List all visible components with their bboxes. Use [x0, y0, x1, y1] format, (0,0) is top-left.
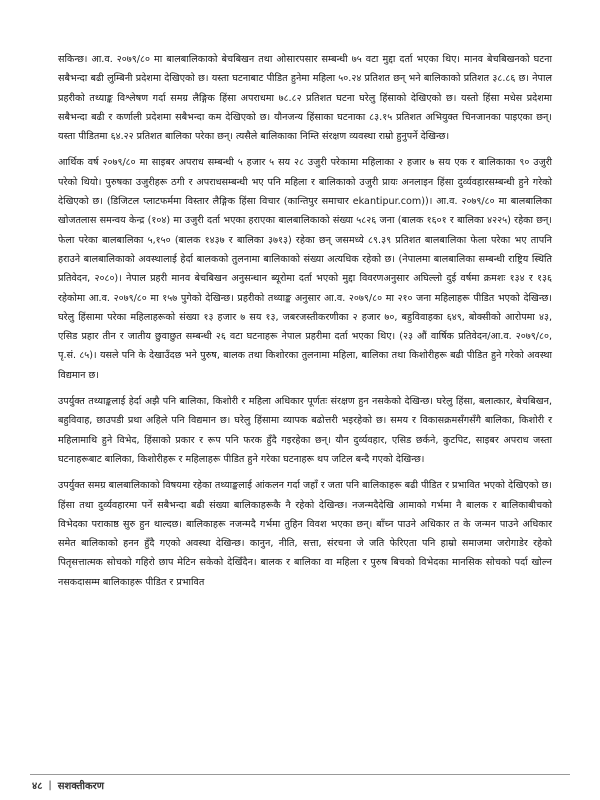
- footer-divider: [30, 774, 570, 775]
- paragraph-girls-discrimination: उपर्युक्त समग्र बालबालिकाको विषयमा रहेका तथ्याङ्कलाई आंकलन गर्दा जहाँ र जता पनि बालिकाहरू बढी पीडित र प्रभावित भएको देखिएको छ। हिंसा तथा दुर्व्यवहारमा पर्ने सबैभन्दा बढी संख्या बालिकाहरूकै नै रहेको देखिन्छ। नजन्मदैदेखि आमाको गर्भमा नै बालक र बालिकाबीचको विभेदका पराकाष्ठ सुरु हुन थाल्दछ। बालिकाहरू नजन्मदै गर्भमा तुहिन विवश भएका छन्। बाँच्न पाउने अधिकार त के जन्मन पाउने अधिकार समेत बालिकाको हनन हुँदै गएको अवस्था देखिन्छ। कानुन, नीति, सत्ता, संरचना जे जति फेरिएता पनि हाम्रो समाजमा जरोगाडेर रहेको पितृसत्तात्मक सोचको गहिरो छाप मेटिन सकेको देखिँदैन। बालक र बालिका वा महिला र पुरुष बिचको विभेदका मानसिक सोचको पर्दा खोल्न नसकदासम्म बालिकाहरू पीडित र प्रभावित: [58, 480, 553, 588]
- page-number: ४८: [32, 781, 43, 792]
- page-footer: [32, 777, 104, 793]
- page-body: [58, 50, 552, 599]
- paragraph-cyber-crime-statistics: आर्थिक वर्ष २०७९/८० मा साइबर अपराध सम्बन्धी ५ हजार ५ सय २८ उजुरी परेकामा महिलाका २ हजार ७ सय एक र बालिकाका ९० उजुरी परेको थियो। पुरुषका उजुरीहरू ठगी र अपराधसम्बन्धी भए पनि महिला र बालिकाको उजुरी प्रायः अनलाइन हिंसा दुर्व्यवहारसम्बन्धी हुने गरेको देखिएको छ। (डिजिटल प्लाटफर्ममा विस्तार लैङ्गिक हिंसा विचार (कान्तिपुर समाचार ekantipur.com))। आ.व. २०७९/८० मा बालबालिका खोजतलास समन्वय केन्द्र (१०४) मा उजुरी दर्ता भएका हराएका बालबालिकाको संख्या ५८२६ जना (बालक १६०१ र बालिका ४२२५) रहेका छन्। फेला परेका बालबालिका ५,१५० (बालक १४३७ र बालिका ३७१३) रहेका छन् जसमध्ये ८९.३९ प्रतिशत बालबालिका फेला परेका भए तापनि हराउने बालबालिकाको अवस्थालाई हेर्दा बालकको तुलनामा बालिकाको संख्या अत्यधिक रहेको छ। (नेपालमा बालबालिका सम्बन्धी राष्ट्रिय स्थिति प्रतिवेदन, २०८०)। नेपाल प्रहरी मानव बेचबिखन अनुसन्धान ब्यूरोमा दर्ता भएको मुद्दा विवरणअनुसार अघिल्लो दुई वर्षमा क्रमशः १३४ र १३६ रहेकोमा आ.व. २०७९/८० मा १५७ पुगेको देखिन्छ। प्रहरीको तथ्याङ्क अनुसार आ.व. २०७९/८० मा २१० जना महिलाहरू पीडित भएको देखिन्छ। घरेलु हिंसामा परेका महिलाहरूको संख्या १३ हजार ७ सय १३, जबरजस्तीकरणीका २ हजार ७०, बहुविवाहका ६४९, बोक्सीको आरोपमा ४३, एसिड प्रहार तीन र जातीय छुवाछुत सम्बन्धी २६ वटा घटनाहरू नेपाल प्रहरीमा दर्ता भएका थिए। (२३ औं वार्षिक प्रतिवेदन/आ.व. २०७९/८०, पृ.सं. ८५)। यसले पनि के देखाउँदछ भने पुरुष, बालक तथा किशोरका तुलनामा महिला, बालिका तथा किशोरीहरू बढी पीडित हुने गरेको अवस्था विद्यमान छ।: [58, 157, 552, 381]
- paragraph-rights-protection: उपर्युक्त तथ्याङ्कलाई हेर्दा अझै पनि बालिका, किशोरी र महिला अधिकार पूर्णतः संरक्षण हुन नसकेको देखिन्छ। घरेलु हिंसा, बलात्कार, बेचबिखन, बहुविवाह, छाउपडी प्रथा अहिले पनि विद्यमान छ। घरेलु हिंसामा व्यापक बढोत्तरी भइरहेको छ। समय र विकासक्रमसँगसँगै बालिका, किशोरी र महिलामाथि हुने विभेद, हिंसाको प्रकार र रूप पनि फरक हुँदै गइरहेका छन्। यौन दुर्व्यवहार, एसिड छर्कने, कुटपिट, साइबर अपराध जस्ता घटनाहरूबाट बालिका, किशोरीहरू र महिलाहरू पीडित हुने गरेका घटनाहरू थप जटिल बन्दै गएको देखिन्छ।: [58, 396, 552, 465]
- paragraph-child-trafficking: सकिन्छ। आ.व. २०७९/८० मा बालबालिकाको बेचबिखन तथा ओसारपसार सम्बन्धी ७५ वटा मुद्दा दर्ता भएका थिए। मानव बेचबिखनको घटना सबैभन्दा बढी लुम्बिनी प्रदेशमा देखिएको छ। यस्ता घटनाबाट पीडित हुनेमा महिला ५०.२४ प्रतिशत छन् भने बालिकाको प्रतिशत ३८.८६ छ। नेपाल प्रहरीको तथ्याङ्क विश्लेषण गर्दा समग्र लैङ्गिक हिंसा अपराधमा ७८.८२ प्रतिशत घटना घरेलु हिंसाको देखिएको छ। यस्तो हिंसा मधेस प्रदेशमा सबैभन्दा बढी र कर्णाली प्रदेशमा सबैभन्दा कम देखिएको छ। यौनजन्य हिंसाका घटनाका ८३.१५ प्रतिशत अभियुक्त चिनजानका पाइएका छन्। यस्ता पीडितमा ६४.२२ प्रतिशत बालिका परेका छन्। त्यसैले बालिकाका निम्ति संरक्षण व्यवस्था राम्रो हुनुपर्ने देखिन्छ।: [58, 54, 552, 143]
- section-title: सशक्तीकरण: [57, 781, 104, 792]
- footer-separator: |: [48, 779, 52, 791]
